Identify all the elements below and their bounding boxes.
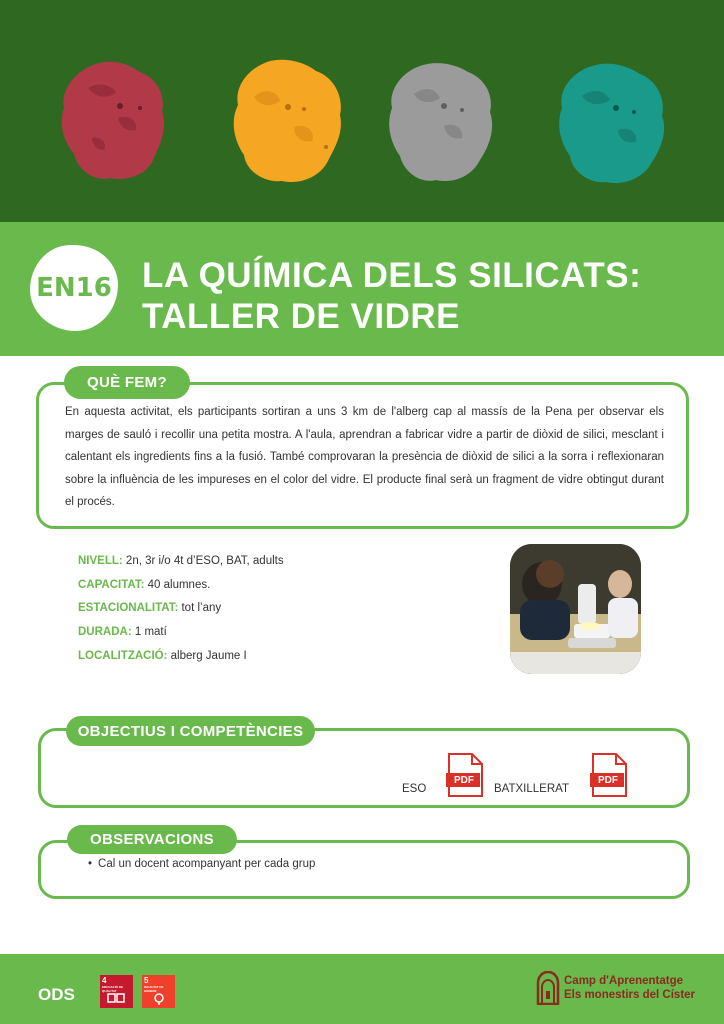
activity-photo — [510, 544, 641, 674]
sdg-label: IGUALTAT DE GÈNERE — [144, 985, 164, 993]
info-localitzacio — [78, 650, 247, 662]
ods-label: ODS — [38, 985, 75, 1004]
brand-line-1: Camp d'Aprenentatge — [564, 975, 684, 987]
objectius-heading: OBJECTIUS I COMPETÈNCIES — [66, 716, 315, 746]
red-glass-rock — [58, 58, 168, 184]
teal-glass-rock — [556, 60, 668, 188]
pdf-text: PDF — [454, 775, 474, 786]
activity-code-badge — [30, 245, 118, 331]
info-label: DURADA: — [78, 626, 132, 638]
info-value: 2n, 3r i/o 4t d’ESO, BAT, adults — [122, 555, 284, 567]
info-nivell — [78, 555, 284, 567]
info-value: 1 matí — [131, 626, 167, 638]
sdg-4-icon — [100, 975, 133, 1008]
info-label: LOCALITZACIÓ: — [78, 650, 168, 662]
sdg-label: EDUCACIÓ DE QUALITAT — [102, 985, 124, 993]
info-capacitat — [78, 579, 210, 591]
page-title — [142, 255, 702, 337]
activity-code: EN16 — [36, 273, 112, 303]
observacions-item: • Cal un docent acompanyant per cada grup — [88, 858, 315, 870]
info-value: 40 alumnes. — [144, 579, 211, 591]
batxillerat-pdf-link[interactable] — [590, 752, 628, 803]
que-fem-heading: QUÈ FEM? — [64, 366, 190, 399]
info-durada — [78, 626, 167, 638]
book-icon — [107, 993, 125, 1003]
microscope-photo-illustration — [510, 544, 641, 674]
hero-banner — [0, 0, 724, 222]
info-label: NIVELL: — [78, 555, 123, 567]
info-value: alberg Jaume I — [167, 650, 247, 662]
eso-label: ESO — [402, 783, 427, 795]
title-line-1: LA QUÍMICA DELS SILICATS: — [142, 256, 642, 295]
pdf-text: PDF — [598, 775, 618, 786]
info-label: ESTACIONALITAT: — [78, 602, 179, 614]
info-estacionalitat — [78, 602, 221, 614]
observacions-heading: OBSERVACIONS — [67, 825, 237, 854]
info-label: CAPACITAT: — [78, 579, 145, 591]
title-line-2: TALLER DE VIDRE — [142, 297, 460, 336]
batxillerat-label: BATXILLERAT — [494, 783, 569, 795]
sdg-5-icon — [142, 975, 175, 1008]
orange-glass-rock — [230, 57, 345, 187]
sdg-number: 5 — [144, 976, 149, 985]
que-fem-description: En aquesta activitat, els participants sortiran a uns 3 km de l'alberg cap al massís de la Pena per observar els marges de sauló i recollir una petita mostra. A l'aula, aprendran a fabricar vidre a partir de diòxid de silici, mesclant i calentant els ingredients fins a la fusió. També comprovaran la presència de diòxid de silici a la sorra i reflexionaran sobre la influència de les impureses en el color del vidre. El producte final serà un fragment de vidre obtingut durant el procés. — [65, 406, 664, 508]
brand-line-2: Els monestirs del Císter — [564, 989, 696, 1001]
gender-equality-icon — [150, 993, 168, 1005]
monastery-icon — [536, 971, 560, 1005]
info-value: tot l’any — [178, 602, 222, 614]
sdg-number: 4 — [102, 976, 107, 985]
eso-pdf-link[interactable] — [446, 752, 484, 803]
gray-glass-rock — [386, 60, 496, 186]
brand-logo — [536, 971, 695, 1005]
